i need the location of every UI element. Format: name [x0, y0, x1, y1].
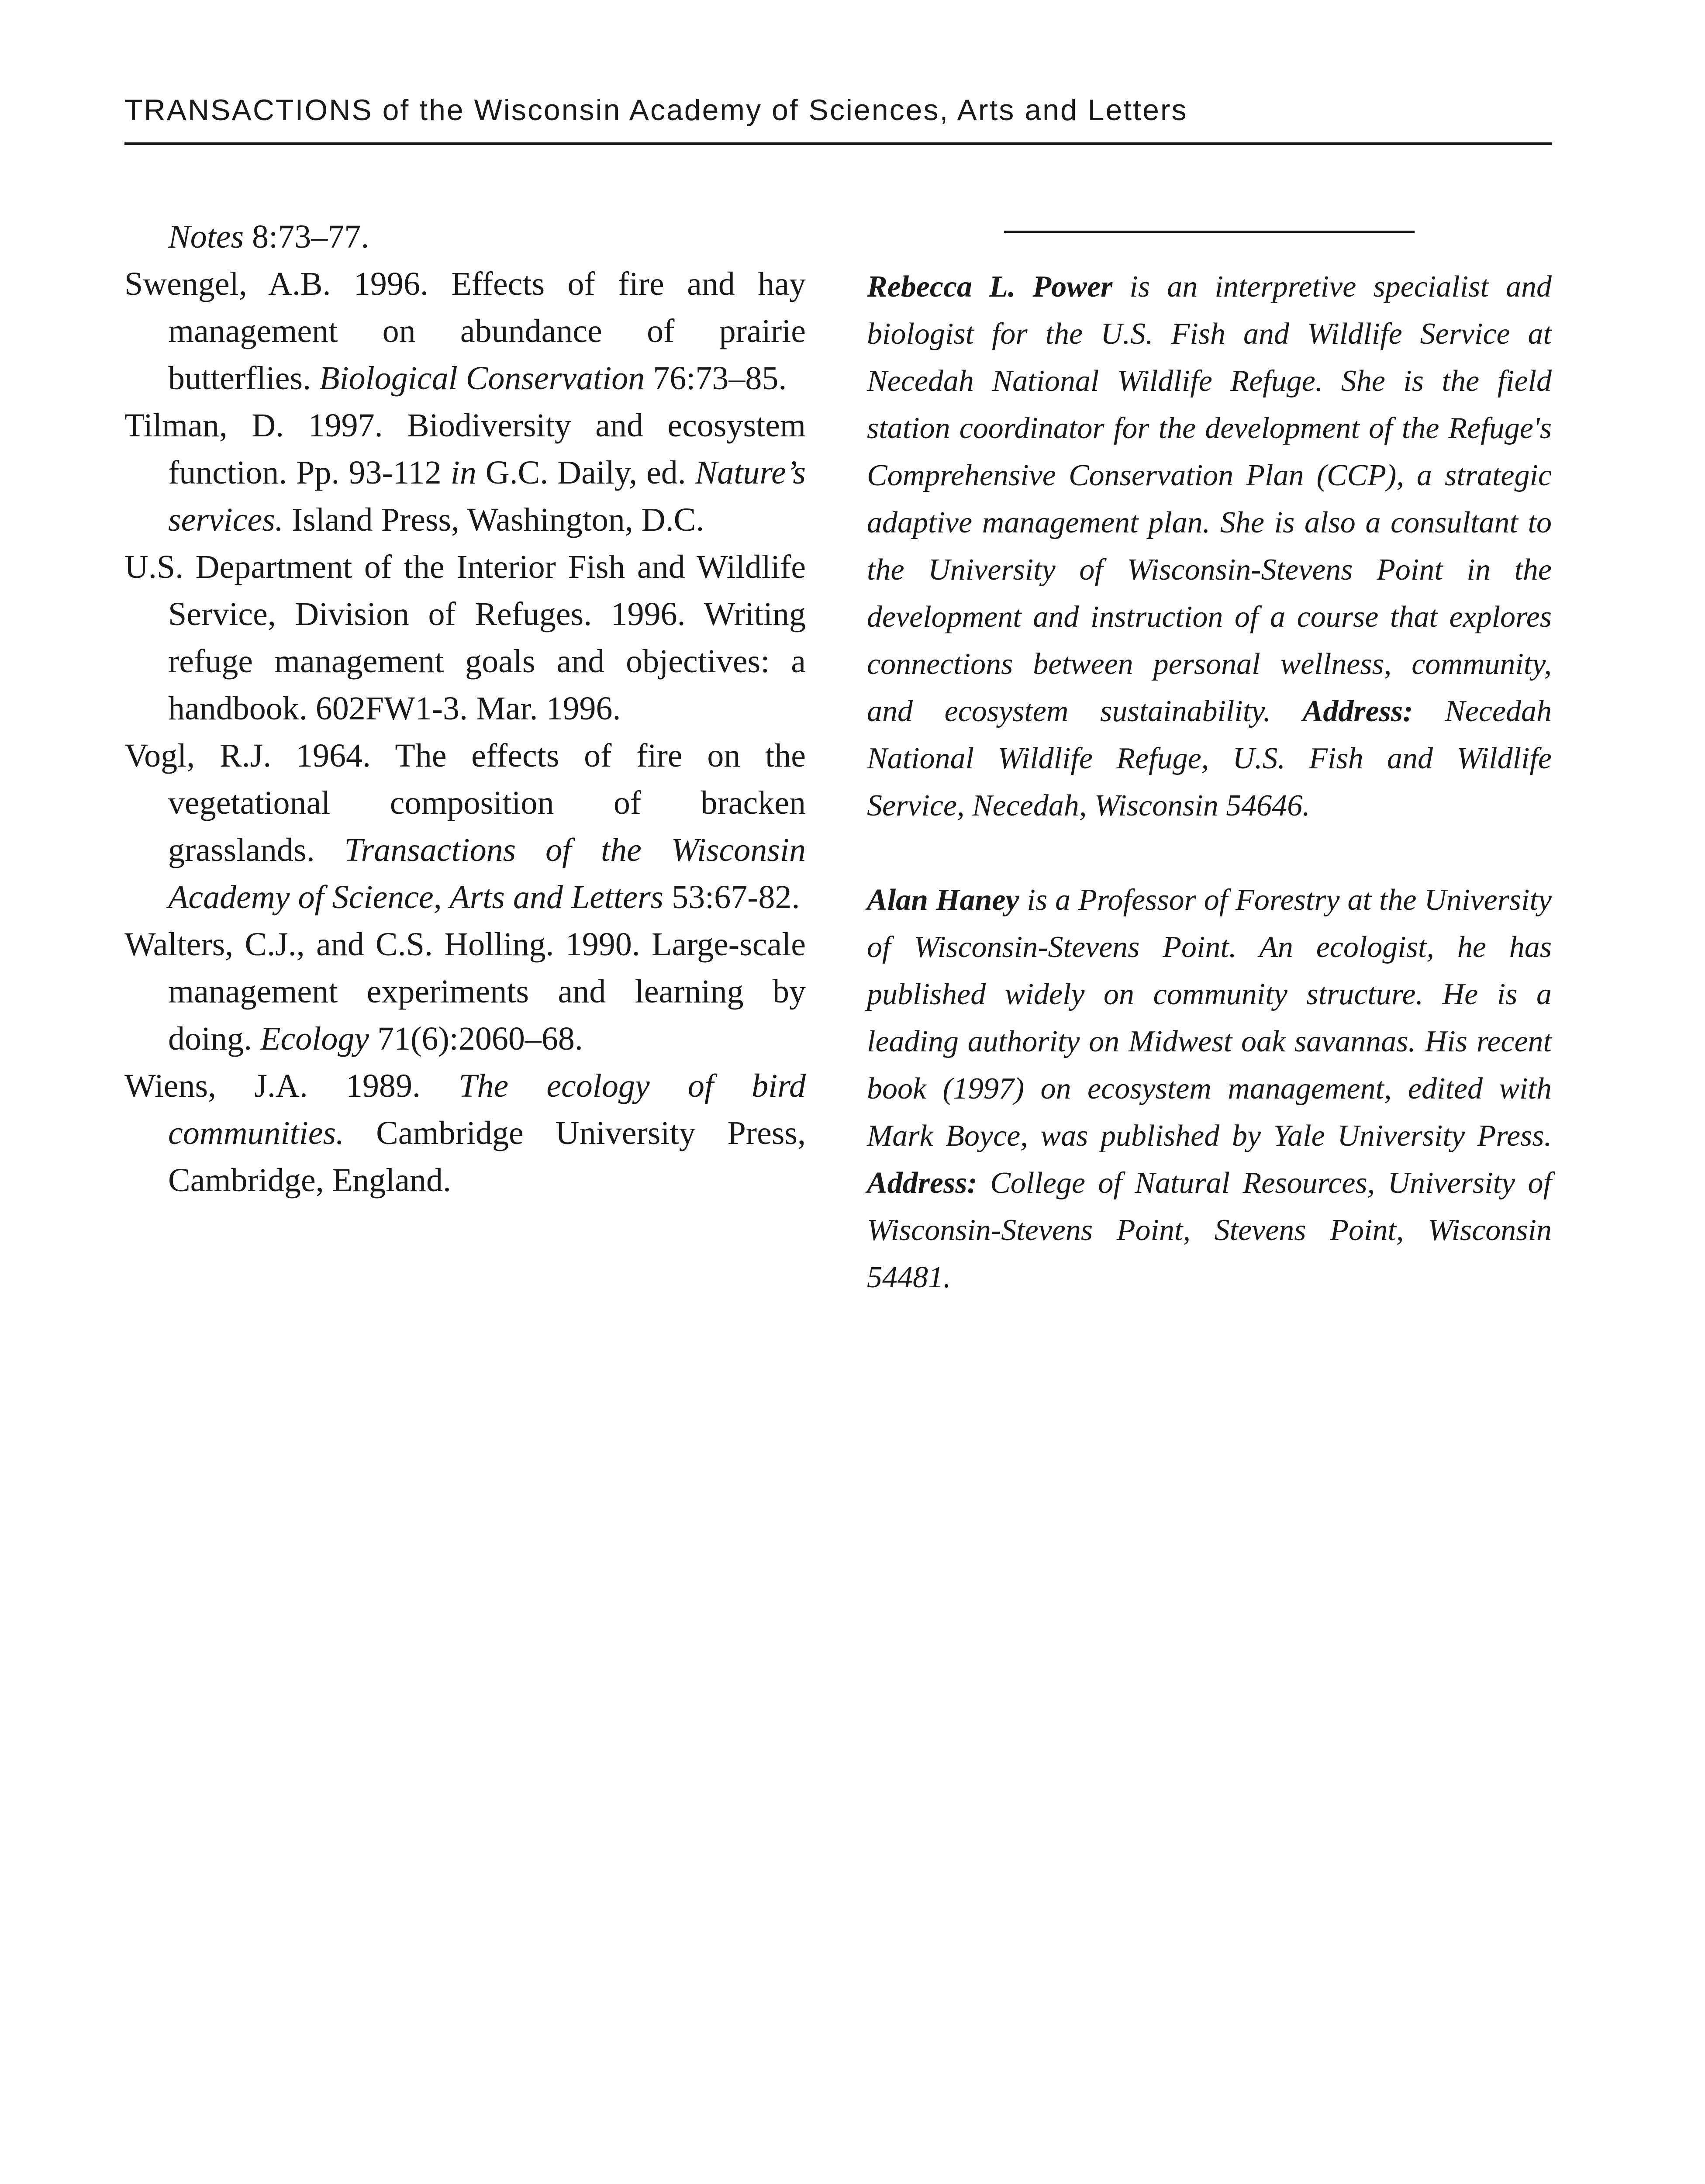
header-rule — [124, 142, 1552, 145]
bio-author-name: Rebecca L. Power — [867, 270, 1113, 304]
reference-continuation — [124, 213, 806, 260]
bio-address: College of Natural Resources, University of Wisconsin-Stevens Point, Stevens Point, Wisconsin 54481. — [867, 1166, 1552, 1294]
bio-address-label: Address: — [867, 1166, 977, 1200]
reference-pages: 53:67-82. — [663, 879, 800, 916]
reference-pages: 8:73–77. — [244, 218, 369, 255]
running-head: TRANSACTIONS of the Wisconsin Academy of Sciences, Arts and Letters — [124, 93, 1188, 127]
reference-journal: Ecology — [260, 1020, 369, 1057]
reference-text: Vogl, R.J. 1964. The effects of fire on the vegetational composition of bracken grasslands. — [124, 737, 806, 868]
reference-text: U.S. Department of the Interior Fish and Wildlife Service, Division of Refuges. 1996. Writing refuge management goals and objectives: a handbook. 602FW1-3. Mar. 1996. — [124, 549, 806, 727]
bio-text: is an interpretive specialist and biologist for the U.S. Fish and Wildlife Service at Necedah National Wildlife Refuge. She is the field station coordinator for the development of the Refuge's Comprehensive Conservation Plan (CCP), a strategic adaptive management plan. She is also a consultant to the University of Wisconsin-Stevens Point in the development and instruction of a course that explores connections between personal wellness, community, and ecosystem sustainability. — [867, 270, 1552, 728]
reference-publisher: Cambridge University Press, Cambridge, England. — [168, 1115, 806, 1199]
reference-vogl — [124, 732, 806, 921]
reference-text: Swengel, A.B. 1996. Effects of fire and hay management on abundance of prairie butterflies. — [124, 266, 806, 397]
reference-walters — [124, 921, 806, 1062]
reference-italic-in: in — [450, 454, 476, 491]
reference-pages: 71(6):2060–68. — [369, 1020, 583, 1057]
reference-journal: Notes — [168, 218, 244, 255]
bio-text: is a Professor of Forestry at the University of Wisconsin-Stevens Point. An ecologist, he has published widely on community structure. He is a leading authority on Midwest oak savannas. His recent book (1997) on ecosystem management, edited with Mark Boyce, was published by Yale University Press. — [867, 883, 1552, 1153]
bio-alan-haney — [867, 877, 1552, 1301]
reference-book-title: The ecology of bird communities. — [168, 1068, 806, 1151]
reference-book-title: Nature’s services. — [168, 454, 806, 538]
bio-address: Necedah National Wildlife Refuge, U.S. Fish and Wildlife Service, Necedah, Wisconsin 54646. — [867, 695, 1552, 822]
reference-text: Tilman, D. 1997. Biodiversity and ecosystem function. Pp. 93-112 — [124, 407, 806, 491]
reference-swengel — [124, 260, 806, 402]
bio-rebecca-power — [867, 263, 1552, 829]
reference-text: G.C. Daily, ed. — [476, 454, 695, 491]
references-column — [124, 213, 806, 1204]
bio-address-label: Address: — [1302, 695, 1413, 728]
reference-text: Wiens, J.A. 1989. — [124, 1068, 459, 1104]
bio-author-name: Alan Haney — [867, 883, 1019, 917]
author-bios-column — [867, 213, 1552, 1301]
reference-tilman — [124, 402, 806, 543]
reference-wiens — [124, 1062, 806, 1204]
reference-pages: 76:73–85. — [645, 360, 787, 397]
reference-usfws — [124, 543, 806, 732]
reference-text: Walters, C.J., and C.S. Holling. 1990. Large-scale management experiments and learning by doing. — [124, 926, 806, 1057]
bio-separator-rule — [1004, 231, 1415, 233]
reference-journal: Transactions of the Wisconsin Academy of Science, Arts and Letters — [168, 832, 806, 916]
reference-publisher: Island Press, Washington, D.C. — [283, 501, 704, 538]
reference-journal: Biological Conservation — [319, 360, 645, 397]
